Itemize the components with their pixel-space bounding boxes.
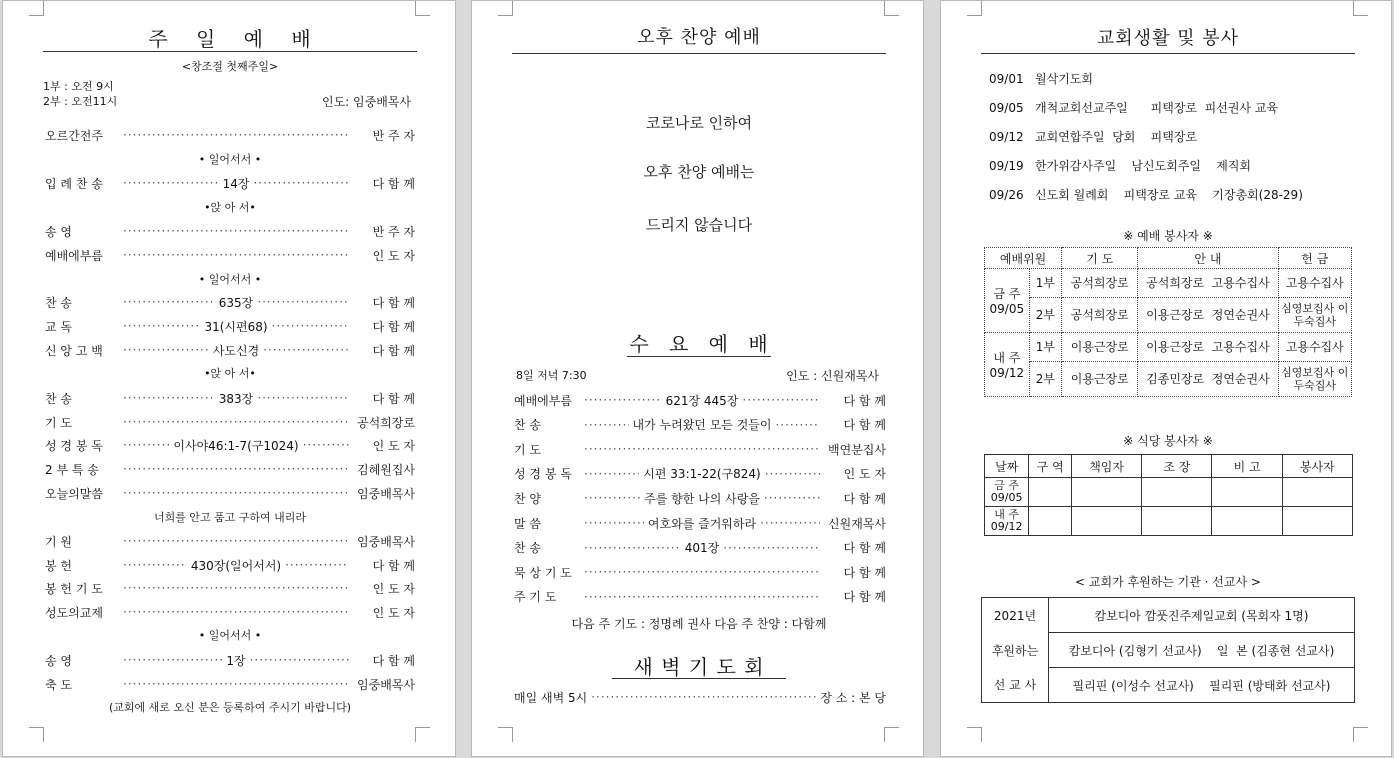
order-detail: 401장: [684, 541, 720, 556]
order-item: 성 경 봉 독: [514, 467, 572, 482]
empty-cell: [1282, 478, 1352, 507]
order-line: [45, 484, 415, 502]
divider: [612, 678, 786, 679]
page-church-life: [940, 0, 1392, 757]
divider: [627, 356, 771, 357]
leader-dots: [723, 541, 820, 555]
order-person: 다 함 께: [372, 391, 415, 406]
pray-cell: 이용근장로: [1062, 333, 1138, 362]
leader-dots: [123, 319, 200, 333]
leader-dots: [123, 415, 349, 429]
next-week-note: 다음 주 기도 : 정명례 권사 다음 주 찬양 : 다함께: [571, 617, 827, 631]
leader-dots: [765, 467, 820, 481]
leader-dots: [123, 534, 349, 548]
dawn-prayer-place: 장 소 : 본 당: [820, 690, 886, 705]
order-line: [45, 579, 415, 597]
order-detail: 621장 445장: [665, 393, 739, 408]
section-note: •앉 아 서•: [204, 201, 256, 214]
crop-mark: [29, 1, 44, 16]
order-person: 다 함 께: [372, 176, 415, 191]
table-row: [985, 507, 1353, 536]
table-header: 조 장: [1142, 455, 1212, 478]
leader-dots: [775, 418, 820, 432]
wednesday-line: [514, 416, 886, 434]
order-item: 오늘의말씀: [45, 486, 103, 501]
order-detail: 430장(일어서서): [190, 558, 282, 573]
order-item: 기 도: [45, 415, 72, 430]
order-person: 다 함 께: [843, 590, 886, 605]
leader-dots: [123, 558, 187, 572]
dawn-prayer-time: 매일 새벽 5시: [514, 690, 588, 705]
leader-dots: [584, 442, 820, 456]
order-detail: 383장: [218, 391, 254, 406]
mission-table: [981, 597, 1355, 703]
mission-label: 후원하는: [982, 633, 1049, 668]
leader-dots: [584, 565, 820, 579]
subtitle: <창조절 첫째주일>: [181, 60, 279, 73]
order-detail: 635장: [218, 295, 254, 310]
order-line: [45, 651, 415, 669]
order-item: 예배에부름: [514, 393, 572, 408]
order-item: 찬 송: [45, 295, 72, 310]
order-detail: 1장: [226, 653, 246, 668]
part-cell: 1부: [1029, 269, 1061, 298]
order-person: 다 함 께: [372, 343, 415, 358]
empty-cell: [1212, 507, 1282, 536]
order-person: 인 도 자: [372, 438, 415, 453]
order-person: 인 도 자: [372, 605, 415, 620]
leader-dots: [123, 248, 349, 262]
wednesday-line: [514, 465, 886, 483]
order-detail: 내가 누려왔던 모든 것들이: [632, 418, 772, 433]
order-item: 송 영: [45, 224, 72, 239]
order-line: [45, 413, 415, 431]
leader-dots: [123, 462, 349, 476]
table-header: 예배위원: [985, 248, 1062, 269]
off-cell: 고용수집사: [1278, 269, 1351, 298]
leader-dots: [123, 438, 169, 452]
order-person: 인 도 자: [843, 467, 886, 482]
date-cell: 금 주 09/05: [985, 478, 1029, 507]
mission-label: 2021년: [982, 598, 1049, 633]
order-line: [45, 675, 415, 693]
order-item: 봉 헌: [45, 558, 72, 573]
table-row: [985, 478, 1353, 507]
order-person: 다 함 께: [843, 393, 886, 408]
table-header: 헌 금: [1278, 248, 1351, 269]
table-header: 비 고: [1212, 455, 1282, 478]
order-item: 묵 상 기 도: [514, 565, 572, 580]
table-header: 안 내: [1138, 248, 1278, 269]
order-person: 반 주 자: [372, 224, 415, 239]
crop-mark: [415, 727, 430, 742]
leader-dots: [584, 491, 640, 505]
section-note: 너희를 안고 품고 구하여 내리라: [153, 511, 307, 524]
guide-cell: 이용근장로 고용수집사: [1138, 333, 1278, 362]
order-detail: 14장: [222, 176, 250, 191]
crop-mark: [967, 727, 982, 742]
empty-cell: [1282, 507, 1352, 536]
leader-dots: [764, 491, 820, 505]
guide-cell: 이용근장로 정연순권사: [1138, 298, 1278, 333]
leader-dots: [591, 690, 816, 704]
order-detail: 주를 향한 나의 사랑을: [644, 491, 760, 506]
order-person: 다 함 께: [372, 319, 415, 334]
empty-cell: [1029, 478, 1072, 507]
table-row: [985, 269, 1352, 298]
order-person: 반 주 자: [372, 128, 415, 143]
order-item: 성 경 봉 독: [45, 438, 103, 453]
leader-dots: [123, 128, 349, 142]
order-line: [45, 174, 415, 192]
order-line: [45, 603, 415, 621]
order-item: 2 부 특 송: [45, 462, 99, 477]
order-person: 다 함 께: [372, 295, 415, 310]
order-line: [45, 317, 415, 335]
crop-mark: [884, 1, 899, 16]
page-title: 주 일 예 배: [148, 27, 312, 51]
order-item: 찬 송: [45, 391, 72, 406]
dawn-prayer-line: [514, 688, 886, 706]
order-person: 임중배목사: [357, 486, 415, 501]
guide-cell: 김종민장로 정연순권사: [1138, 362, 1278, 397]
crop-mark: [29, 727, 44, 742]
date-cell: 내 주 09/12: [985, 507, 1029, 536]
event-item: 09/12 교회연합주일 당회 피택장로: [989, 130, 1198, 144]
part-cell: 2부: [1029, 298, 1061, 333]
wednesday-time: 8일 저녁 7:30: [516, 369, 587, 382]
mission-row: [982, 633, 1355, 668]
leader-dots: [257, 391, 349, 405]
leader-dots: [272, 319, 349, 333]
leader-dots: [123, 391, 215, 405]
notice-line: 코로나로 인하여: [645, 114, 753, 132]
order-item: 성도의교제: [45, 605, 103, 620]
crop-mark: [498, 1, 513, 16]
leader-dots: [584, 590, 820, 604]
mission-label: 선 교 사: [982, 668, 1049, 703]
section-note: (교회에 새로 오신 분은 등록하여 주시기 바랍니다): [108, 701, 352, 714]
order-item: 기 원: [45, 534, 72, 549]
leader-dots: [584, 418, 629, 432]
order-person: 김혜원집사: [357, 462, 415, 477]
wednesday-line: [514, 440, 886, 458]
section-note: • 일어서서 •: [198, 273, 262, 286]
wednesday-title: 수 요 예 배: [629, 332, 769, 356]
leader-dots: [263, 343, 349, 357]
order-item: 봉 헌 기 도: [45, 581, 103, 596]
divider: [981, 53, 1355, 54]
week-cell: 금 주 09/05: [985, 269, 1030, 333]
leader-dots: [760, 516, 820, 530]
notice-line: 오후 찬양 예배는: [643, 163, 755, 181]
leader-dots: [285, 558, 349, 572]
leader-dots: [123, 581, 349, 595]
part-cell: 2부: [1029, 362, 1061, 397]
order-item: 찬 양: [514, 491, 541, 506]
empty-cell: [1142, 478, 1212, 507]
section-note: •앉 아 서•: [204, 367, 256, 380]
order-person: 임중배목사: [357, 677, 415, 692]
empty-cell: [1212, 478, 1282, 507]
crop-mark: [967, 1, 982, 16]
wednesday-line: [514, 514, 886, 532]
order-item: 찬 송: [514, 541, 541, 556]
order-line: [45, 293, 415, 311]
order-person: 다 함 께: [372, 653, 415, 668]
leader-dots: [584, 467, 639, 481]
event-item: 09/26 신도회 월례회 피택장로 교육 기장총회(28-29): [989, 188, 1303, 202]
pray-cell: 공석희장로: [1062, 269, 1138, 298]
wednesday-leader: 인도 : 신원재목사: [786, 369, 879, 383]
order-item: 주 기 도: [514, 590, 557, 605]
leader-dots: [584, 393, 662, 407]
order-item: 찬 송: [514, 418, 541, 433]
order-line: [45, 389, 415, 407]
order-item: 신 앙 고 백: [45, 343, 103, 358]
event-item: 09/01 월삭기도회: [989, 72, 1093, 86]
mission-title: < 교회가 후원하는 기관 · 선교사 >: [1075, 575, 1261, 589]
leader-dots: [123, 343, 209, 357]
mission-entry: 캄보디아 깜풋진주제일교회 (목회자 1명): [1049, 598, 1355, 633]
order-person: 백연분집사: [828, 442, 886, 457]
leader-dots: [742, 393, 820, 407]
pray-cell: 공석희장로: [1062, 298, 1138, 333]
table-header-row: [985, 248, 1352, 269]
empty-cell: [1072, 478, 1142, 507]
mission-entry: 필리핀 (이성수 선교사) 필리핀 (방태화 선교사): [1049, 668, 1355, 703]
order-item: 말 씀: [514, 516, 541, 531]
guide-cell: 공석희장로 고용수집사: [1138, 269, 1278, 298]
crop-mark: [1353, 727, 1368, 742]
mission-entry: 캄보디아 (김형기 선교사) 일 본 (김종현 선교사): [1049, 633, 1355, 668]
table-header: 날짜: [985, 455, 1029, 478]
order-person: 다 함 께: [843, 541, 886, 556]
table-header: 책임자: [1072, 455, 1142, 478]
order-detail: 여호와를 즐거워하라: [647, 516, 757, 531]
order-item: 축 도: [45, 677, 72, 692]
order-person: 다 함 께: [372, 558, 415, 573]
page-afternoon-worship: [471, 0, 924, 757]
crop-mark: [884, 727, 899, 742]
empty-cell: [1142, 507, 1212, 536]
event-item: 09/05 개척교회선교주일 피택장로 피선권사 교육: [989, 101, 1279, 115]
leader-dots: [253, 176, 349, 190]
leader-dots: [584, 516, 644, 530]
leader-dots: [123, 653, 222, 667]
table-header: 봉사자: [1282, 455, 1352, 478]
leader-dots: [250, 653, 349, 667]
leader-dots: [257, 295, 349, 309]
order-line: [45, 246, 415, 264]
cafeteria-volunteers-table: [984, 454, 1353, 536]
wednesday-line: [514, 588, 886, 606]
table-row: [985, 362, 1352, 397]
table-header: 구 역: [1029, 455, 1072, 478]
page-title: 오후 찬양 예배: [637, 27, 761, 48]
order-line: [45, 532, 415, 550]
order-item: 입 례 찬 송: [45, 176, 103, 191]
crop-mark: [498, 727, 513, 742]
order-item: 교 독: [45, 319, 72, 334]
order-detail: 이사야46:1-7(구1024): [173, 438, 299, 453]
divider: [43, 51, 417, 52]
order-person: 다 함 께: [843, 565, 886, 580]
wednesday-line: [514, 489, 886, 507]
order-line: [45, 436, 415, 454]
order-person: 공석희장로: [357, 415, 415, 430]
leader-dots: [123, 176, 219, 190]
crop-mark: [415, 1, 430, 16]
empty-cell: [1029, 507, 1072, 536]
worship-volunteers-table: [984, 247, 1352, 397]
leader-dots: [123, 677, 349, 691]
order-person: 인 도 자: [372, 248, 415, 263]
leader-dots: [303, 438, 349, 452]
order-line: [45, 222, 415, 240]
order-detail: 사도신경: [212, 343, 260, 358]
order-detail: 시편 33:1-22(구824): [643, 467, 761, 482]
order-item: 예배에부름: [45, 248, 103, 263]
notice-line: 드리지 않습니다: [645, 216, 753, 234]
order-person: 인 도 자: [372, 581, 415, 596]
order-line: [45, 460, 415, 478]
wednesday-line: [514, 391, 886, 409]
leader-dots: [123, 605, 349, 619]
order-item: 송 영: [45, 653, 72, 668]
table-header: 기 도: [1062, 248, 1138, 269]
leader: 인도: 임중배목사: [321, 95, 411, 109]
order-item: 오르간전주: [45, 128, 103, 143]
wednesday-line: [514, 563, 886, 581]
week-cell: 내 주 09/12: [985, 333, 1030, 397]
pray-cell: 이용근장로: [1062, 362, 1138, 397]
order-person: 임중배목사: [357, 534, 415, 549]
section-note: • 일어서서 •: [198, 153, 262, 166]
leader-dots: [123, 295, 215, 309]
order-person: 다 함 께: [843, 491, 886, 506]
wednesday-line: [514, 539, 886, 557]
off-cell: 고용수집사: [1278, 333, 1351, 362]
leader-dots: [123, 224, 349, 238]
part-cell: 1부: [1029, 333, 1061, 362]
page-title: 교회생활 및 봉사: [1096, 28, 1240, 49]
order-person: 신원재목사: [828, 516, 886, 531]
order-line: [45, 341, 415, 359]
dawn-prayer-title: 새 벽 기 도 회: [633, 655, 765, 679]
worship-volunteers-title: ※ 예배 봉사자 ※: [1123, 229, 1213, 243]
table-row: [985, 298, 1352, 333]
order-person: 다 함 께: [843, 418, 886, 433]
mission-row: [982, 598, 1355, 633]
leader-dots: [123, 486, 349, 500]
off-cell: 심영보집사 이두숙집사: [1278, 298, 1351, 333]
order-detail: 31(시편68): [204, 319, 268, 334]
table-header-row: [985, 455, 1353, 478]
order-line: [45, 126, 415, 144]
section-note: • 일어서서 •: [198, 629, 262, 642]
order-item: 기 도: [514, 442, 541, 457]
service-time-1: 1부 : 오전 9시: [43, 80, 114, 93]
order-line: [45, 556, 415, 574]
off-cell: 심영보집사 이두숙집사: [1278, 362, 1351, 397]
cafeteria-volunteers-title: ※ 식당 봉사자 ※: [1123, 434, 1213, 448]
event-item: 09/19 한가위감사주일 남신도회주일 제직회: [989, 159, 1252, 173]
table-row: [985, 333, 1352, 362]
empty-cell: [1072, 507, 1142, 536]
crop-mark: [1353, 1, 1368, 16]
leader-dots: [584, 541, 681, 555]
page-sunday-worship: [2, 0, 456, 757]
service-time-2: 2부 : 오전11시: [43, 95, 118, 108]
divider: [512, 53, 886, 54]
mission-row: [982, 668, 1355, 703]
